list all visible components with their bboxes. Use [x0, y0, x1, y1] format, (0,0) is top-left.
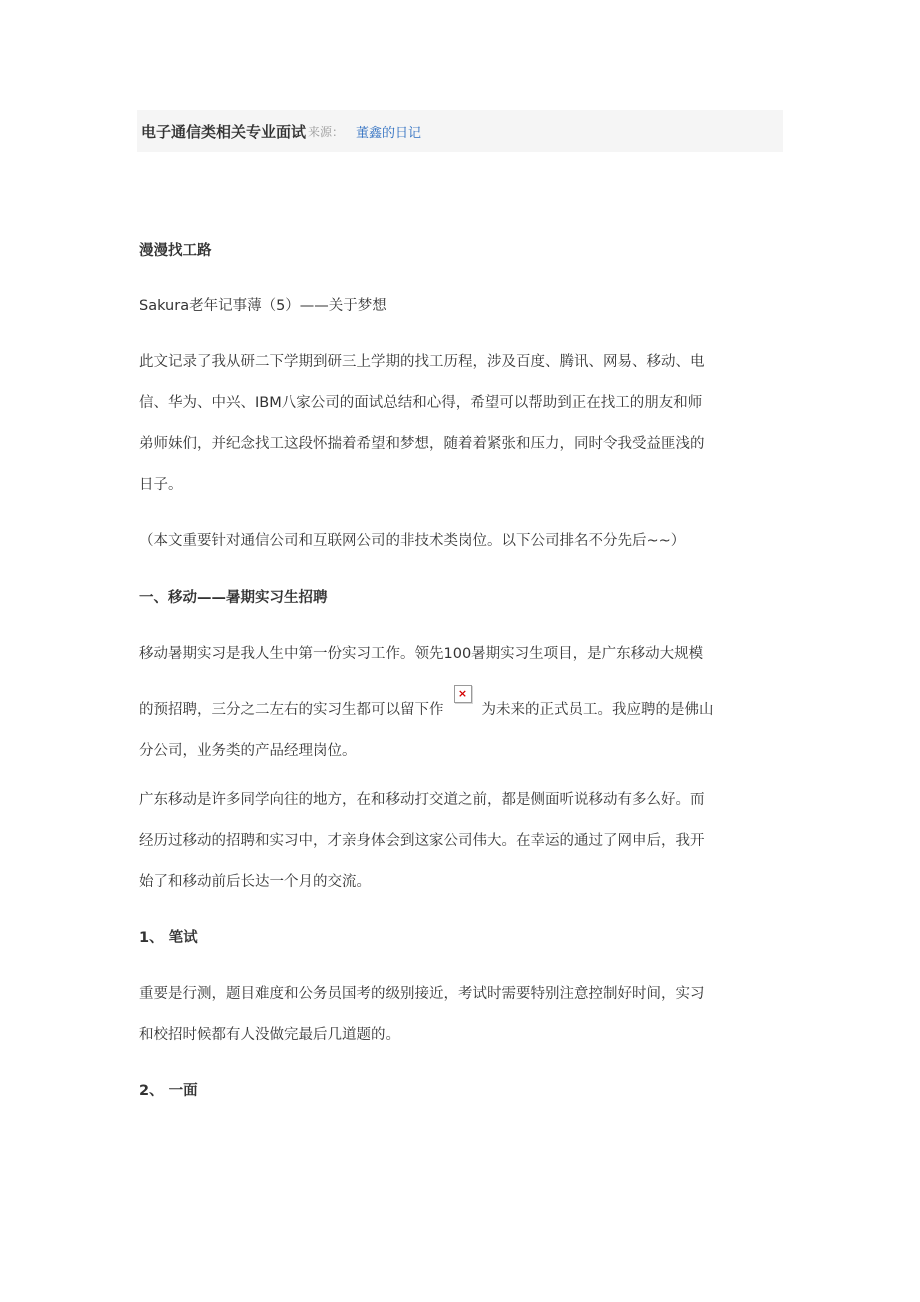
written-test-paragraph	[139, 974, 779, 1056]
paragraph-line: 重要是行测，题目难度和公务员国考的级别接近，考试时需要特别注意控制好时间，实习	[139, 986, 705, 1002]
paragraph-line: 信、华为、中兴、IBM八家公司的面试总结和心得，希望可以帮助到正在找工的朋友和师	[139, 395, 703, 411]
section-title-mobile: 一、移动——暑期实习生招聘	[139, 590, 328, 606]
paragraph-line: 移动暑期实习是我人生中第一份实习工作。领先100暑期实习生项目，是广东移动大规模	[139, 646, 704, 662]
article-subtitle: Sakura老年记事薄（5）——关于梦想	[139, 298, 387, 314]
paragraph-line: 分公司，业务类的产品经理岗位。	[139, 743, 357, 759]
section1-paragraph-1	[139, 634, 779, 772]
article-title: 电子通信类相关专业面试	[141, 122, 307, 141]
paragraph-line: 和校招时候都有人没做完最后几道题的。	[139, 1027, 400, 1043]
paragraph-line: 日子。	[139, 477, 183, 493]
paragraph-line	[139, 687, 779, 731]
paragraph-line: 广东移动是许多同学向往的地方，在和移动打交道之前，都是侧面听说移动有多么好。而	[139, 792, 705, 808]
paragraph-line: 经历过移动的招聘和实习中，才亲身体会到这家公司伟大。在幸运的通过了网申后，我开	[139, 833, 705, 849]
article-heading: 漫漫找工路	[139, 243, 212, 259]
intro-paragraph	[139, 342, 779, 506]
subsection-title-written-test: 1、 笔试	[139, 930, 198, 946]
source-link[interactable]: 董鑫的日记	[356, 125, 422, 141]
note-paragraph: （本文重要针对通信公司和互联网公司的非技术类岗位。以下公司排名不分先后~~）	[139, 533, 686, 549]
subsection-title-first-interview: 2、 一面	[139, 1083, 198, 1099]
paragraph-line: 弟师妹们，并纪念找工这段怀揣着希望和梦想，随着着紧张和压力，同时令我受益匪浅的	[139, 436, 705, 452]
paragraph-line: 此文记录了我从研二下学期到研三上学期的找工历程，涉及百度、腾讯、网易、移动、电	[139, 354, 705, 370]
paragraph-line-part: 的预招聘，三分之二左右的实习生都可以留下作	[139, 702, 444, 718]
broken-image-icon: ×	[454, 685, 472, 703]
paragraph-line-part: 为未来的正式员工。我应聘的是佛山	[481, 702, 714, 718]
section1-paragraph-2	[139, 780, 779, 903]
source-label: 来源：	[308, 124, 345, 139]
paragraph-line: 始了和移动前后长达一个月的交流。	[139, 874, 371, 890]
article-header	[137, 110, 783, 152]
